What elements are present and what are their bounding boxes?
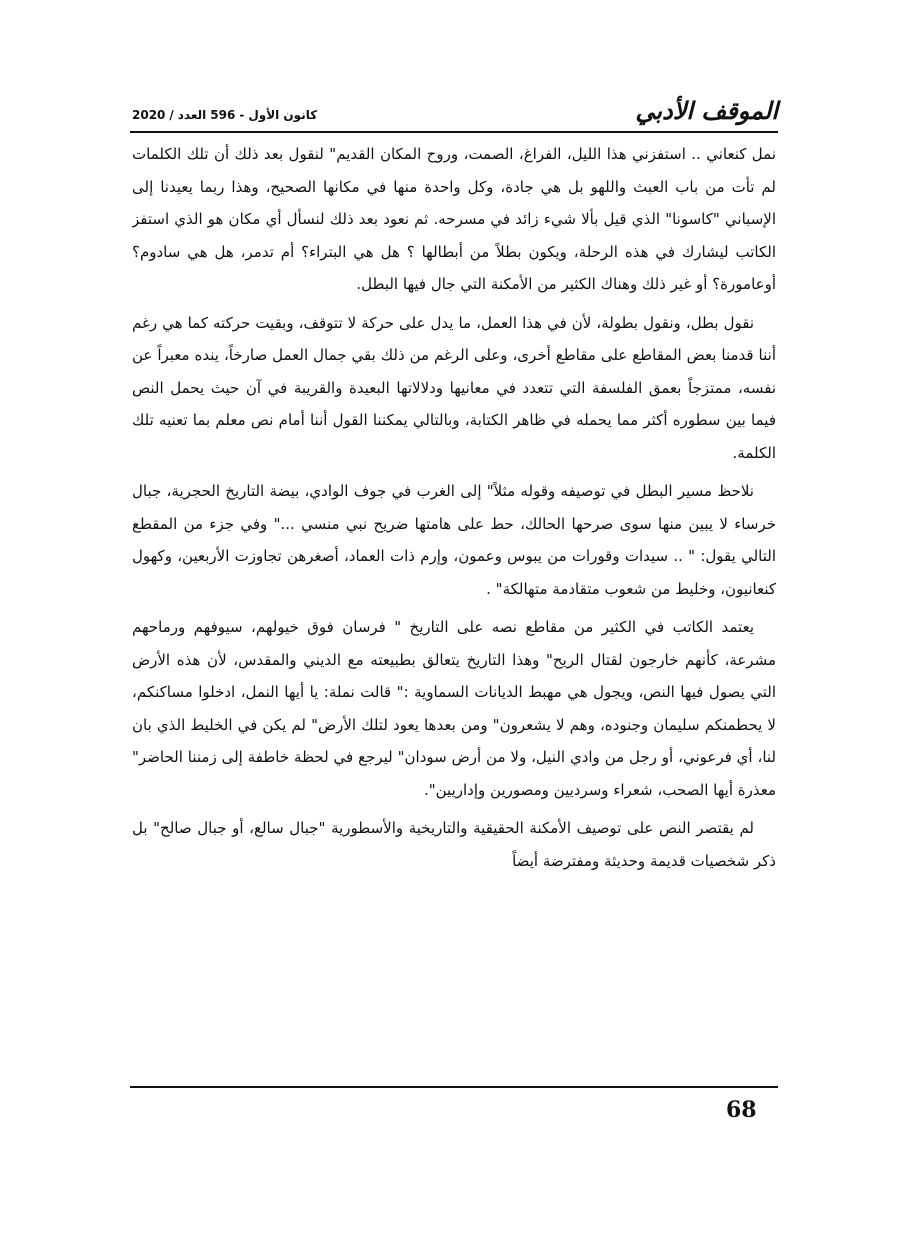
paragraph-2: نقول بطل، ونقول بطولة، لأن في هذا العمل، ما يدل على حركة لا تتوقف، وبقيت حركته كما هي رغم أننا قدمنا بعض المقاطع على مقاطع أخرى، وعلى الرغم من ذلك بقي جمال العمل صارخاً، ينده معبراً عن نفسه، ممتزجاً بعمق الفلسفة التي تتعدد في معانيها ودلالاتها البعيدة والقريبة في آن حيث يحمل النص فيما بين سطوره أكثر مما يحمله في ظاهر الكتابة، وبالتالي يمكننا القول أننا أمام نص معلم بما تعنيه تلك الكلمة.: [132, 313, 776, 462]
issue-number: 596: [210, 108, 236, 122]
paragraph-3: نلاحظ مسير البطل في توصيفه وقوله مثلاً" إلى الغرب في جوف الوادي، بيضة التاريخ الحجرية، جبال خرساء لا يبين منها سوى صرحها الحالك، حط على هامتها ضريح نبي منسي ..." وفي جزء من المقطع التالي يقول: " .. سيدات وقورات من يبوس وعمون، وإرم ذات العماد، أصغرهن تجاوزت الأربعين، وكهول كنعانيون، وخليط من شعوب متقادمة متهالكة" .: [132, 482, 776, 598]
paragraph-1: نمل كنعاني .. استفزني هذا الليل، الفراغ، الصمت، وروح المكان القديم" لنقول بعد ذلك أن تلك الكلمات لم تأت من باب العبث واللهو بل هي جادة، وكل واحدة منها في مكانها الصحيح، وهذا ربما يعيدنا إلى الإسباني "كاسونا" الذي قيل بألا شيء زائد في مسرحه. ثم نعود بعد ذلك لنسأل أي مكان هو الذي استفز الكاتب ليشارك في هذه الرحلة، ويكون بطلاً من أبطالها ؟ هل هي البتراء؟ أم تدمر، هل هي سادوم؟ أوعامورة؟ أو غير ذلك وهناك الكثير من الأمكنة التي جال فيها البطل.: [132, 145, 776, 293]
magazine-masthead: الموقف الأدبي: [635, 96, 778, 125]
issue-info: 2020 / كانون الأول-596العدد: [132, 108, 318, 122]
paragraph-5: لم يقتصر النص على توصيف الأمكنة الحقيقية والتاريخية والأسطورية "جبال سالع، أو جبال صالح" بل ذكر شخصيات قديمة وحديثة ومفترضة أيضاً: [132, 819, 776, 870]
running-header: [130, 96, 778, 132]
header-divider: [130, 131, 778, 133]
paragraph-4: يعتمد الكاتب في الكثير من مقاطع نصه على التاريخ " فرسان فوق خيولهم، سيوفهم ورماحهم مشرعة، كأنهم خارجون لقتال الريح" وهذا التاريخ يتعالق بطبيعته مع الديني والمقدس، لأن هذه الأرض التي يصول فيها النص، ويجول هي مهبط الديانات السماوية :" قالت نملة: يا أيها النمل، ادخلوا مساكنكم، لا يحطمنكم سليمان وجنوده، وهم لا يشعرون" ومن بعدها يعود لتلك الأرض" لم يكن في الخليط الذي بان لنا، أي فرعوني، أو رجل من وادي النيل، ولا من أرض سودان" ليرجع في لحظة خاطفة إلى زمننا الحاضر" معذرة أيها الصحب، شعراء وسرديين ومصورين وإداريين".: [132, 618, 776, 799]
page-number: 68: [726, 1097, 757, 1123]
issue-month: كانون الأول: [248, 108, 318, 122]
article-body: [132, 138, 776, 1078]
issue-label: العدد: [177, 108, 207, 122]
issue-year: 2020: [132, 108, 166, 122]
footer-divider: [130, 1086, 778, 1088]
